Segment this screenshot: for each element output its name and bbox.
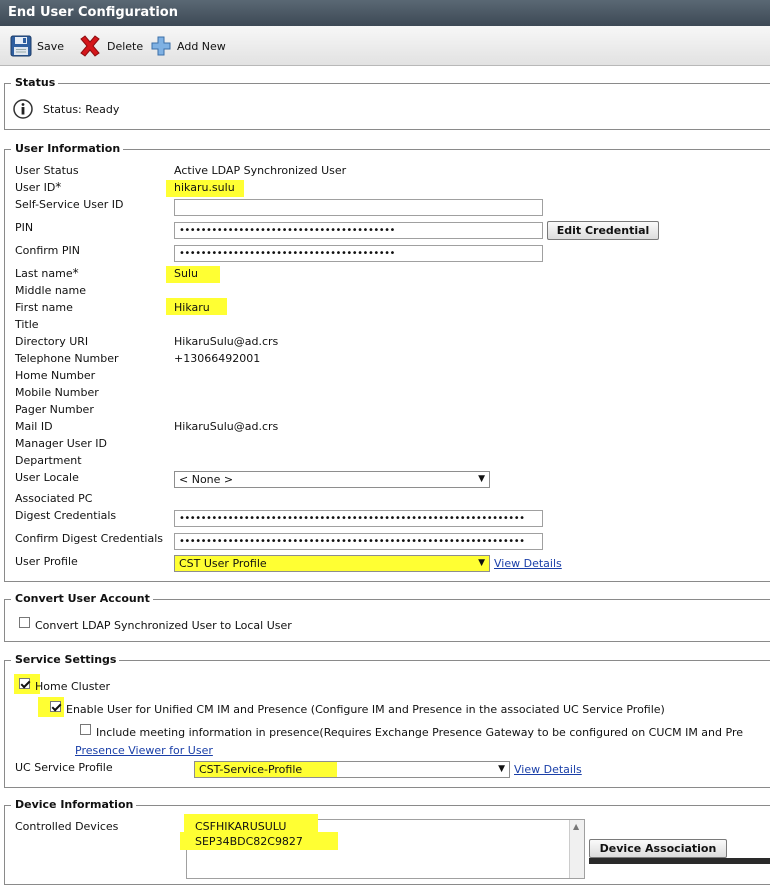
toolbar — [0, 26, 770, 66]
chevron-down-icon: ▼ — [478, 474, 485, 484]
status-section-title: Status — [11, 76, 58, 90]
enable-im-presence-checkbox[interactable] — [50, 701, 61, 712]
list-scrollbar[interactable] — [569, 820, 584, 878]
mobile-number-label: Mobile Number — [15, 386, 99, 399]
department-label: Department — [15, 454, 82, 467]
directory-uri-value: HikaruSulu@ad.crs — [174, 335, 279, 348]
status-section — [4, 76, 770, 130]
include-meeting-checkbox[interactable] — [80, 724, 91, 735]
device-information-title: Device Information — [11, 798, 136, 812]
mail-id-value: HikaruSulu@ad.crs — [174, 420, 279, 433]
device-list-item-1[interactable]: CSFHIKARUSULU — [195, 820, 287, 833]
confirm-pin-input[interactable]: •••••••••••••••••••••••••••••••••••••••• — [174, 245, 543, 262]
first-name-label: First name — [15, 301, 73, 314]
window-title: End User Configuration — [0, 0, 770, 26]
plus-icon — [150, 35, 172, 57]
pager-number-label: Pager Number — [15, 403, 94, 416]
user-profile-value: CST User Profile — [179, 557, 267, 570]
convert-ldap-label: Convert LDAP Synchronized User to Local User — [35, 619, 292, 632]
presence-viewer-link[interactable]: Presence Viewer for User — [75, 744, 213, 757]
user-profile-select[interactable] — [174, 555, 490, 572]
service-settings-title: Service Settings — [11, 653, 119, 667]
add-new-label: Add New — [177, 39, 226, 53]
info-icon — [13, 99, 33, 119]
delete-label: Delete — [107, 39, 144, 53]
associated-pc-label: Associated PC — [15, 492, 93, 505]
user-locale-label: User Locale — [15, 471, 79, 484]
user-status-value: Active LDAP Synchronized User — [174, 164, 347, 177]
home-cluster-checkbox[interactable] — [19, 678, 30, 689]
self-service-label: Self-Service User ID — [15, 198, 124, 211]
user-status-label: User Status — [15, 164, 79, 177]
user-locale-select[interactable] — [174, 471, 490, 488]
red-x-icon — [78, 34, 102, 58]
middle-name-label: Middle name — [15, 284, 87, 297]
digest-credentials-input[interactable]: •••••••••••••••••••••••••••••••••••••••••••••••••••••••••••••••• — [174, 510, 543, 527]
user-locale-value: < None > — [179, 473, 234, 486]
telephone-label: Telephone Number — [15, 352, 119, 365]
save-label: Save — [37, 39, 65, 53]
uc-profile-view-details-link[interactable]: View Details — [514, 763, 582, 776]
home-cluster-label: Home Cluster — [35, 680, 111, 693]
edit-credential-button[interactable]: Edit Credential — [547, 221, 659, 240]
user-id-value: hikaru.sulu — [174, 181, 235, 194]
pin-label: PIN — [15, 221, 34, 234]
device-list-item-2[interactable]: SEP34BDC82C9827 — [195, 835, 303, 848]
confirm-pin-label: Confirm PIN — [15, 244, 80, 257]
uc-service-profile-value: CST-Service-Profile — [199, 763, 303, 776]
controlled-devices-label: Controlled Devices — [15, 820, 119, 833]
telephone-value: +13066492001 — [174, 352, 261, 365]
chevron-down-icon: ▼ — [478, 558, 485, 568]
floppy-disk-icon — [10, 35, 32, 57]
convert-user-account-title: Convert User Account — [11, 592, 153, 606]
user-profile-label: User Profile — [15, 555, 78, 568]
first-name-value: Hikaru — [174, 301, 210, 314]
confirm-digest-label: Confirm Digest Credentials — [15, 532, 164, 545]
mail-id-label: Mail ID — [15, 420, 53, 433]
chevron-down-icon: ▼ — [498, 764, 505, 774]
directory-uri-label: Directory URI — [15, 335, 89, 348]
status-message: Status: Ready — [43, 103, 120, 116]
include-meeting-label: Include meeting information in presence(Requires Exchange Presence Gateway to be configured on CUCM IM and Pre — [96, 726, 743, 739]
add-new-button[interactable] — [150, 34, 226, 58]
user-profile-view-details-link[interactable]: View Details — [494, 557, 562, 570]
self-service-input[interactable] — [174, 199, 543, 216]
last-name-value: Sulu — [174, 267, 198, 280]
device-association-button[interactable]: Device Association — [589, 839, 727, 858]
convert-ldap-checkbox[interactable] — [19, 617, 30, 628]
home-number-label: Home Number — [15, 369, 96, 382]
pin-input[interactable]: •••••••••••••••••••••••••••••••••••••••• — [174, 222, 543, 239]
device-table-header — [589, 858, 770, 864]
scroll-up-icon[interactable]: ▲ — [573, 822, 580, 831]
last-name-label: Last name* — [15, 266, 79, 280]
confirm-digest-input[interactable]: •••••••••••••••••••••••••••••••••••••••••••••••••••••••••••••••• — [174, 533, 543, 550]
user-information-title: User Information — [11, 142, 123, 156]
uc-service-profile-label: UC Service Profile — [15, 761, 113, 774]
title-label: Title — [15, 318, 39, 331]
uc-service-profile-select[interactable] — [194, 761, 510, 778]
delete-button[interactable] — [78, 34, 143, 58]
user-id-label: User ID* — [15, 180, 62, 194]
manager-user-id-label: Manager User ID — [15, 437, 107, 450]
save-button[interactable] — [10, 34, 64, 58]
digest-credentials-label: Digest Credentials — [15, 509, 117, 522]
enable-im-presence-label: Enable User for Unified CM IM and Presence (Configure IM and Presence in the associated UC Service Profile) — [66, 703, 665, 716]
